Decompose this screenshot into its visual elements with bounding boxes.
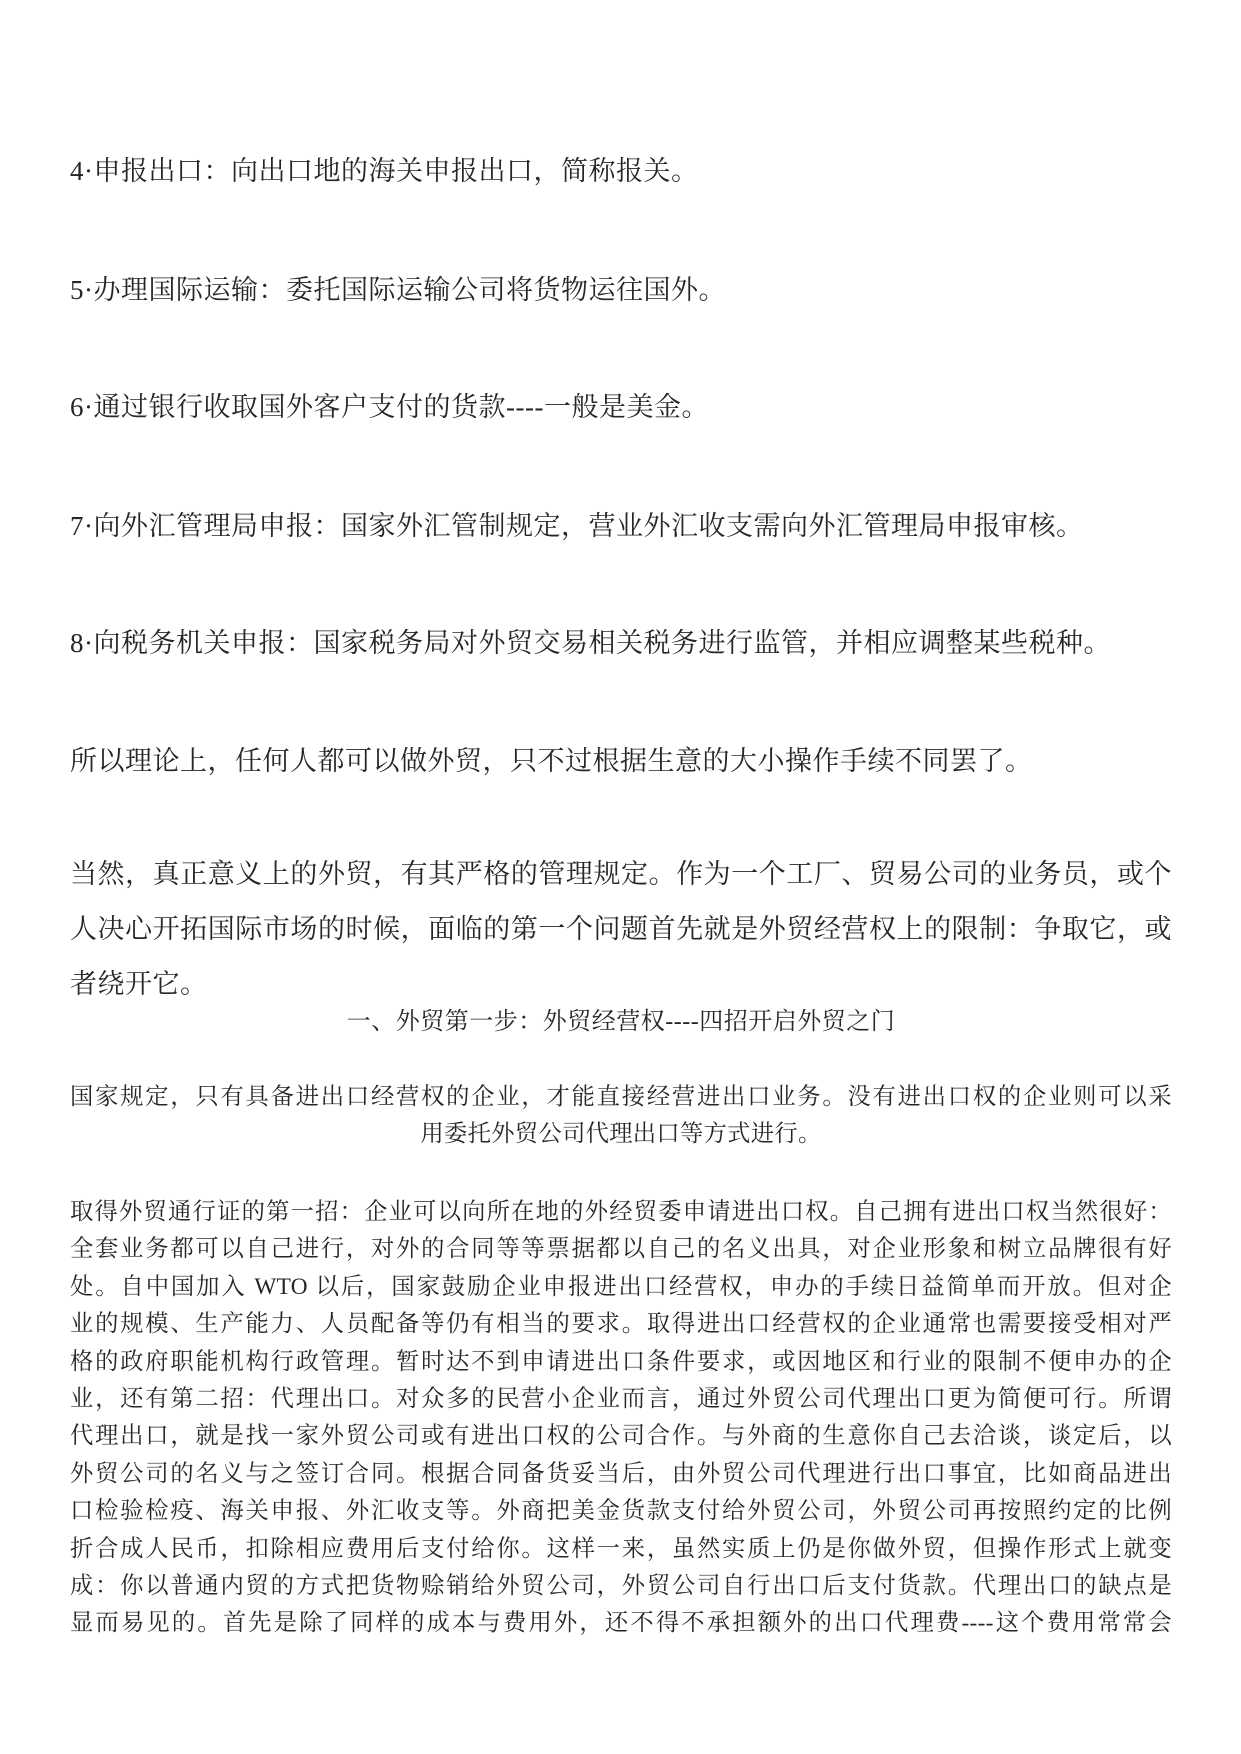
list-item-4: 4·申报出口：向出口地的海关申报出口，简称报关。 <box>70 156 699 186</box>
paragraph-main-line: 全套业务都可以自己进行，对外的合同等等票据都以自己的名义出具，对企业形象和树立品牌很有好 <box>70 1236 1172 1263</box>
paragraph-main-line: 取得外贸通行证的第一招：企业可以向所在地的外经贸委申请进出口权。自己拥有进出口权当然很好： <box>70 1199 1172 1225</box>
paragraph-intro-line: 人决心开拓国际市场的时候，面临的第一个问题首先就是外贸经营权上的限制：争取它，或 <box>70 914 1172 944</box>
paragraph-intro <box>70 847 1172 1012</box>
paragraph-main <box>70 1194 1172 1643</box>
paragraph-intro-line: 者绕开它。 <box>70 969 208 999</box>
paragraph-main-line: 业的规模、生产能力、人员配备等仍有相当的要求。取得进出口经营权的企业通常也需要接受相对严 <box>70 1311 1172 1338</box>
paragraph-rule <box>70 1079 1172 1153</box>
section-heading: 一、外贸第一步：外贸经营权----四招开启外贸之门 <box>346 1009 896 1035</box>
paragraph-rule-line: 用委托外贸公司代理出口等方式进行。 <box>420 1121 822 1147</box>
list-item-6: 6·通过银行收取国外客户支付的货款----一般是美金。 <box>70 392 709 422</box>
paragraph-main-line: 处。自中国加入 WTO 以后，国家鼓励企业申报进出口经营权，申办的手续日益简单而开放。但对企 <box>70 1273 1172 1300</box>
paragraph-main-line: 代理出口，就是找一家外贸公司或有进出口权的公司合作。与外商的生意你自己去洽谈，谈定后，以 <box>70 1423 1172 1450</box>
paragraph-main-line: 外贸公司的名义与之签订合同。根据合同备货妥当后，由外贸公司代理进行出口事宜，比如商品进出 <box>70 1460 1172 1487</box>
list-item-7: 7·向外汇管理局申报：国家外汇管制规定，营业外汇收支需向外汇管理局申报审核。 <box>70 511 1084 541</box>
paragraph-main-line: 口检验检疫、海关申报、外汇收支等。外商把美金货款支付给外贸公司，外贸公司再按照约定的比例 <box>70 1498 1172 1525</box>
list-item-5: 5·办理国际运输：委托国际运输公司将货物运往国外。 <box>70 275 726 305</box>
paragraph-main-line: 格的政府职能机构行政管理。暂时达不到申请进出口条件要求，或因地区和行业的限制不便申办的企 <box>70 1348 1172 1375</box>
paragraph-main-line: 折合成人民币，扣除相应费用后支付给你。这样一来，虽然实质上仍是你做外贸，但操作形式上就变 <box>70 1535 1172 1562</box>
list-item-8: 8·向税务机关申报：国家税务局对外贸交易相关税务进行监管，并相应调整某些税种。 <box>70 628 1111 658</box>
paragraph-rule-line: 国家规定，只有具备进出口经营权的企业，才能直接经营进出口业务。没有进出口权的企业则可以采 <box>70 1084 1172 1110</box>
paragraph-main-line: 显而易见的。首先是除了同样的成本与费用外，还不得不承担额外的出口代理费----这个费用常常会 <box>70 1610 1172 1637</box>
paragraph-main-line: 成：你以普通内贸的方式把货物赊销给外贸公司，外贸公司自行出口后支付货款。代理出口的缺点是 <box>70 1573 1172 1600</box>
paragraph-main-line: 业，还有第二招：代理出口。对众多的民营小企业而言，通过外贸公司代理出口更为简便可行。所谓 <box>70 1386 1172 1413</box>
paragraph-intro-line: 当然，真正意义上的外贸，有其严格的管理规定。作为一个工厂、贸易公司的业务员，或个 <box>70 859 1172 889</box>
paragraph-theory: 所以理论上，任何人都可以做外贸，只不过根据生意的大小操作手续不同罢了。 <box>70 746 1033 776</box>
